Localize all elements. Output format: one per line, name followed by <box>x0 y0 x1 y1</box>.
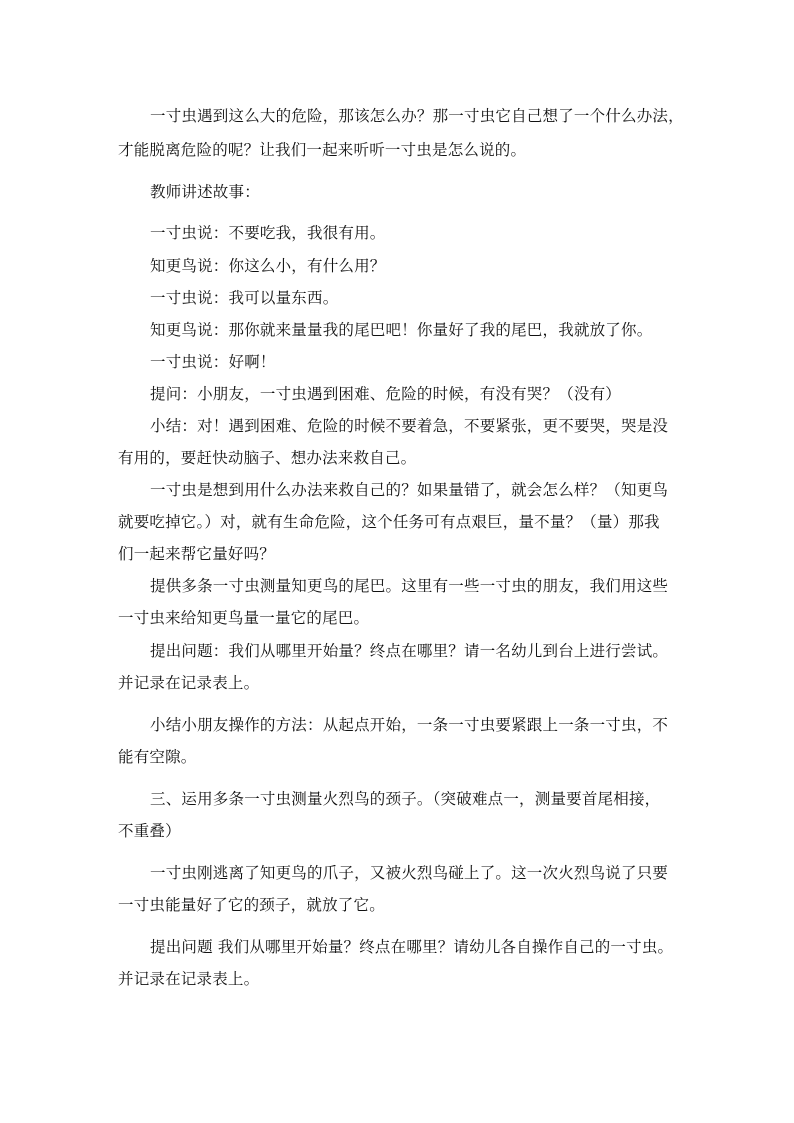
dialogue-line: 一寸虫说：我可以量东西。 <box>150 289 339 307</box>
section-label: 教师讲述故事： <box>150 183 260 201</box>
paragraph-line: 并记录在记录表上。 <box>118 970 260 988</box>
paragraph-line: 一寸虫来给知更鸟量一量它的尾巴。 <box>118 609 370 627</box>
section-heading: 三、运用多条一寸虫测量火烈鸟的颈子。（突破难点一，测量要首尾相接， <box>150 790 661 808</box>
dialogue-line: 知更鸟说：你这么小，有什么用？ <box>150 257 386 275</box>
dialogue-line: 知更鸟说：那你就来量量我的尾巴吧！你量好了我的尾巴，我就放了你。 <box>150 321 653 339</box>
paragraph-line: 能有空隙。 <box>118 748 197 766</box>
paragraph-line: 一寸虫是想到用什么办法来救自己的？如果量错了，就会怎么样？（知更鸟 <box>150 481 669 499</box>
paragraph-line: 就要吃掉它。）对，就有生命危险，这个任务可有点艰巨，量不量？（量）那我 <box>118 513 660 531</box>
paragraph-line: 小结小朋友操作的方法：从起点开始，一条一寸虫要紧跟上一条一寸虫，不 <box>150 716 669 734</box>
paragraph-line: 提供多条一寸虫测量知更鸟的尾巴。这里有一些一寸虫的朋友，我们用这些 <box>150 577 669 595</box>
paragraph-line: 一寸虫能量好了它的颈子，就放了它。 <box>118 896 385 914</box>
paragraph-line: 提出问题：我们从哪里开始量？终点在哪里？请一名幼儿到台上进行尝试。 <box>150 642 669 660</box>
paragraph-line: 们一起来帮它量好吗？ <box>118 545 276 563</box>
paragraph-line: 才能脱离危险的呢？让我们一起来听听一寸虫是怎么说的。 <box>118 141 527 159</box>
paragraph-line: 提出问题 我们从哪里开始量？终点在哪里？请幼儿各自操作自己的一寸虫。 <box>150 938 674 956</box>
dialogue-line: 一寸虫说：不要吃我，我很有用。 <box>150 224 386 242</box>
question-line: 提问：小朋友，一寸虫遇到困难、危险的时候，有没有哭？（没有） <box>150 385 622 403</box>
paragraph-line: 小结：对！遇到困难、危险的时候不要着急，不要紧张，更不要哭，哭是没 <box>150 417 669 435</box>
section-heading: 不重叠） <box>118 822 181 840</box>
dialogue-line: 一寸虫说：好啊！ <box>150 353 276 371</box>
paragraph-line: 一寸虫遇到这么大的危险，那该怎么办？那一寸虫它自己想了一个什么办法， <box>150 107 684 125</box>
paragraph-line: 有用的，要赶快动脑子、想办法来救自己。 <box>118 449 417 467</box>
paragraph-line: 一寸虫刚逃离了知更鸟的爪子，又被火烈鸟碰上了。这一次火烈鸟说了只要 <box>150 864 669 882</box>
paragraph-line: 并记录在记录表上。 <box>118 674 260 692</box>
